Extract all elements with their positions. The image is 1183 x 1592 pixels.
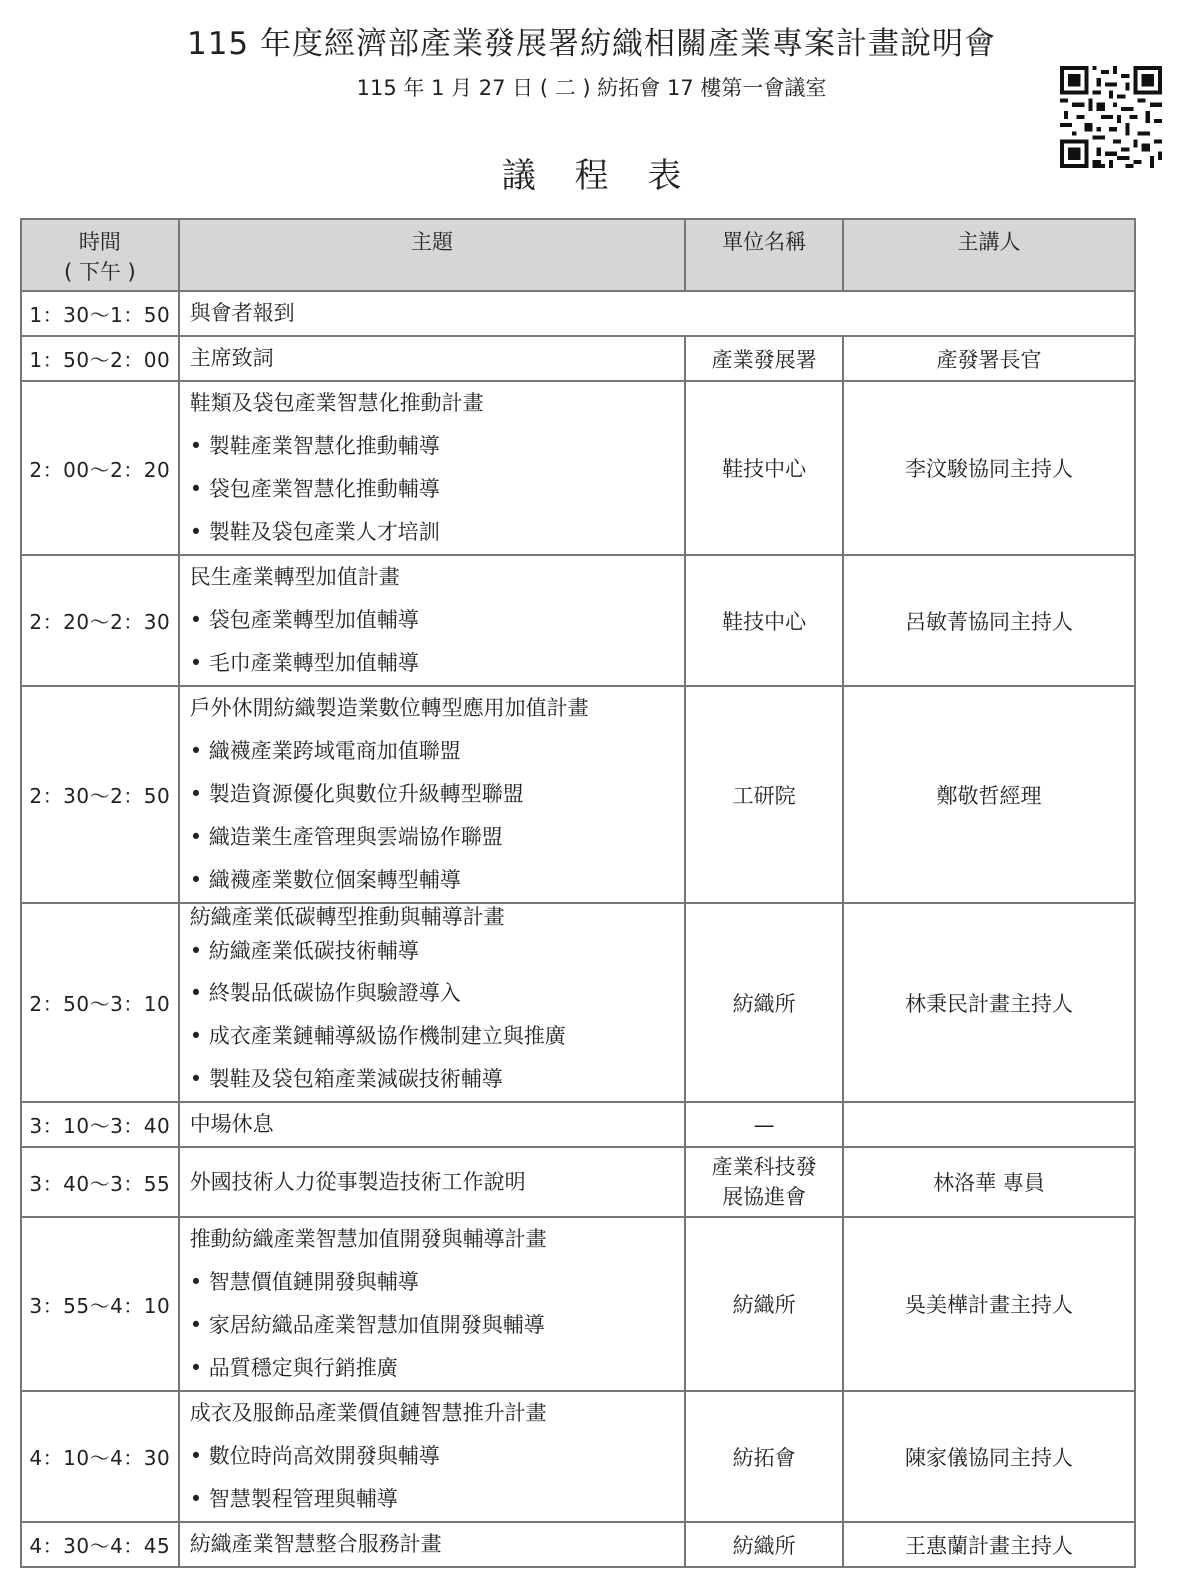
time-cell: 4：10～4：30	[21, 1391, 179, 1522]
topic-cell	[179, 381, 686, 555]
time-cell: 4：30～4：45	[21, 1522, 179, 1567]
time-cell: 1：30～1：50	[21, 291, 179, 336]
heading-char: 程	[574, 156, 609, 196]
topic-title: 與會者報到	[189, 301, 295, 325]
header-org: 單位名稱	[685, 219, 843, 291]
topic-title: 紡織產業智慧整合服務計畫	[189, 1532, 442, 1556]
table-row	[21, 381, 1135, 555]
topic-item: • 製鞋產業智慧化推動輔導	[190, 425, 685, 468]
table-row	[21, 291, 1135, 336]
topic-cell	[179, 686, 686, 903]
topic-item: • 袋包產業轉型加值輔導	[190, 599, 685, 642]
topic-title: 戶外休閒紡織製造業數位轉型應用加值計畫	[189, 696, 589, 720]
time-cell: 1：50～2：00	[21, 336, 179, 381]
time-cell: 2：30～2：50	[21, 686, 179, 903]
speaker-cell: 呂敏菁協同主持人	[843, 555, 1135, 686]
table-row	[21, 336, 1135, 381]
org-cell: 鞋技中心	[685, 555, 843, 686]
header-time-label: 時間	[78, 230, 121, 254]
table-row	[21, 1217, 1135, 1391]
time-cell: 2：00～2：20	[21, 381, 179, 555]
speaker-cell: 產發署長官	[843, 336, 1135, 381]
topic-item: • 品質穩定與行銷推廣	[190, 1347, 685, 1390]
topic-cell	[179, 1217, 686, 1391]
table-row	[21, 903, 1135, 1102]
heading-char: 表	[647, 156, 682, 196]
topic-item: • 織造業生產管理與雲端協作聯盟	[190, 816, 685, 859]
topic-title: 中場休息	[189, 1112, 274, 1136]
org-line: 展協進會	[722, 1185, 807, 1209]
org-cell: 紡織所	[685, 1217, 843, 1391]
table-row	[21, 555, 1135, 686]
time-cell: 2：20～2：30	[21, 555, 179, 686]
speaker-cell: 吳美樺計畫主持人	[843, 1217, 1135, 1391]
topic-item: • 製鞋及袋包箱產業減碳技術輔導	[190, 1058, 685, 1101]
agenda-heading	[0, 148, 1183, 197]
heading-char: 議	[501, 156, 536, 196]
time-cell: 3：55～4：10	[21, 1217, 179, 1391]
header-time-sub: ( 下午 )	[63, 260, 136, 284]
topic-item: • 成衣產業鏈輔導級協作機制建立與推廣	[190, 1015, 685, 1058]
topic-cell	[179, 1147, 686, 1217]
speaker-cell: 林洛華 專員	[843, 1147, 1135, 1217]
topic-title: 紡織產業低碳轉型推動與輔導計畫	[189, 905, 505, 929]
topic-item: • 製造資源優化與數位升級轉型聯盟	[190, 773, 685, 816]
org-cell	[685, 1147, 843, 1217]
topic-cell	[179, 336, 686, 381]
org-cell: —	[685, 1102, 843, 1147]
header-time	[21, 219, 179, 291]
table-row	[21, 1102, 1135, 1147]
table-header-row	[21, 219, 1135, 291]
topic-item: • 紡織產業低碳技術輔導	[190, 930, 685, 972]
org-cell: 紡織所	[685, 1522, 843, 1567]
agenda-table	[20, 218, 1136, 1568]
time-cell: 3：10～3：40	[21, 1102, 179, 1147]
table-row	[21, 1522, 1135, 1567]
topic-item: • 數位時尚高效開發與輔導	[190, 1435, 685, 1478]
topic-title: 主席致詞	[189, 346, 274, 370]
org-cell: 紡織所	[685, 903, 843, 1102]
topic-item: • 智慧製程管理與輔導	[190, 1478, 685, 1521]
qr-code-icon[interactable]	[1060, 66, 1162, 168]
table-row	[21, 686, 1135, 903]
header-speaker: 主講人	[843, 219, 1135, 291]
topic-item: • 織襪產業數位個案轉型輔導	[190, 859, 685, 902]
topic-title: 推動紡織產業智慧加值開發與輔導計畫	[189, 1227, 547, 1251]
topic-item: • 製鞋及袋包產業人才培訓	[190, 511, 685, 554]
org-cell: 工研院	[685, 686, 843, 903]
speaker-cell: 林秉民計畫主持人	[843, 903, 1135, 1102]
speaker-cell: 陳家儀協同主持人	[843, 1391, 1135, 1522]
header-topic: 主題	[179, 219, 686, 291]
topic-item: • 智慧價值鏈開發與輔導	[190, 1261, 685, 1304]
speaker-cell: 王惠蘭計畫主持人	[843, 1522, 1135, 1567]
speaker-cell: 李汶駿協同主持人	[843, 381, 1135, 555]
topic-cell	[179, 555, 686, 686]
topic-cell	[179, 1522, 686, 1567]
topic-cell	[179, 1102, 686, 1147]
time-cell: 2：50～3：10	[21, 903, 179, 1102]
topic-cell	[179, 903, 686, 1102]
topic-item: • 袋包產業智慧化推動輔導	[190, 468, 685, 511]
topic-item: • 織襪產業跨域電商加值聯盟	[190, 730, 685, 773]
topic-title: 鞋類及袋包產業智慧化推動計畫	[189, 391, 484, 415]
org-cell: 紡拓會	[685, 1391, 843, 1522]
org-cell: 鞋技中心	[685, 381, 843, 555]
org-cell: 產業發展署	[685, 336, 843, 381]
topic-title: 外國技術人力從事製造技術工作說明	[189, 1169, 526, 1194]
speaker-cell: 鄭敬哲經理	[843, 686, 1135, 903]
table-row	[21, 1391, 1135, 1522]
topic-cell	[179, 1391, 686, 1522]
topic-item: • 家居紡織品產業智慧加值開發與輔導	[190, 1304, 685, 1347]
topic-cell	[179, 291, 1135, 336]
topic-title: 民生產業轉型加值計畫	[189, 565, 400, 589]
topic-title: 成衣及服飾品產業價值鏈智慧推升計畫	[189, 1401, 547, 1425]
page-title: 115 年度經濟部產業發展署紡織相關產業專案計畫說明會	[186, 26, 997, 62]
table-row	[21, 1147, 1135, 1217]
topic-item: • 毛巾產業轉型加值輔導	[190, 642, 685, 685]
speaker-cell	[843, 1102, 1135, 1147]
page-subtitle: 115 年 1 月 27 日 ( 二 ) 紡拓會 17 樓第一會議室	[356, 76, 827, 100]
time-cell: 3：40～3：55	[21, 1147, 179, 1217]
org-line: 產業科技發	[711, 1155, 817, 1179]
topic-item: • 終製品低碳協作與驗證導入	[190, 972, 685, 1015]
